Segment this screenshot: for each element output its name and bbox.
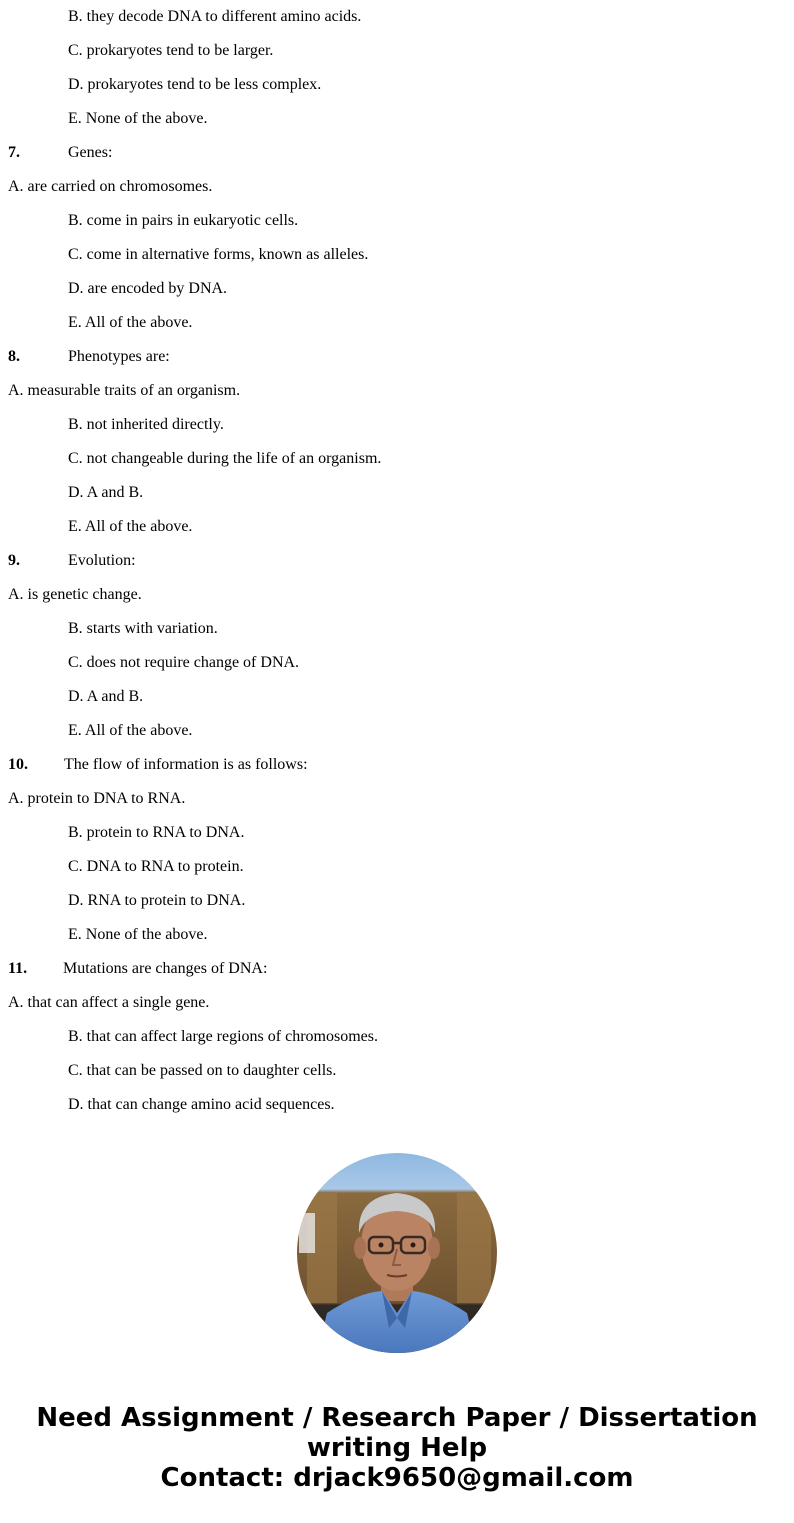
question-text: Genes:: [68, 144, 113, 161]
author-photo: [297, 1153, 497, 1353]
option-line: B. starts with variation.: [68, 620, 218, 637]
option-line: D. prokaryotes tend to be less complex.: [68, 76, 322, 93]
contact-footer: [0, 1403, 794, 1493]
option-line: B. they decode DNA to different amino acids.: [68, 8, 362, 25]
option-line: A. is genetic change.: [8, 586, 142, 603]
option-line: B. not inherited directly.: [68, 416, 224, 433]
question-number: 10.: [8, 756, 28, 773]
question-number: 9.: [8, 552, 20, 569]
option-line: A. that can affect a single gene.: [8, 994, 210, 1011]
question-number: 8.: [8, 348, 20, 365]
contact-email: Contact: drjack9650@gmail.com: [160, 1463, 634, 1493]
option-line: A. protein to DNA to RNA.: [8, 790, 186, 807]
option-line: C. DNA to RNA to protein.: [68, 858, 244, 875]
question-number: 11.: [8, 960, 28, 977]
option-line: E. All of the above.: [68, 314, 193, 331]
option-line: D. are encoded by DNA.: [68, 280, 228, 297]
option-line: E. None of the above.: [68, 926, 208, 943]
question-text: Mutations are changes of DNA:: [63, 960, 268, 977]
option-line: B. come in pairs in eukaryotic cells.: [68, 212, 299, 229]
question-text: Evolution:: [68, 552, 136, 569]
option-line: C. not changeable during the life of an organism.: [68, 450, 382, 467]
option-line: E. All of the above.: [68, 722, 193, 739]
footer-line: writing Help: [306, 1433, 488, 1463]
option-line: E. None of the above.: [68, 110, 208, 127]
question-text: The flow of information is as follows:: [64, 756, 308, 773]
option-line: B. that can affect large regions of chromosomes.: [68, 1028, 378, 1045]
option-line: A. are carried on chromosomes.: [8, 178, 213, 195]
option-line: C. prokaryotes tend to be larger.: [68, 42, 274, 59]
option-line: E. All of the above.: [68, 518, 193, 535]
question-text: Phenotypes are:: [68, 348, 170, 365]
option-line: B. protein to RNA to DNA.: [68, 824, 245, 841]
option-line: D. A and B.: [68, 688, 144, 705]
option-line: C. come in alternative forms, known as alleles.: [68, 246, 369, 263]
option-line: A. measurable traits of an organism.: [8, 382, 241, 399]
question-number: 7.: [8, 144, 20, 161]
footer-line: Need Assignment / Research Paper / Dissertation: [36, 1403, 758, 1433]
option-line: D. RNA to protein to DNA.: [68, 892, 246, 909]
option-line: D. that can change amino acid sequences.: [68, 1096, 335, 1113]
option-line: C. does not require change of DNA.: [68, 654, 300, 671]
option-line: D. A and B.: [68, 484, 144, 501]
option-line: C. that can be passed on to daughter cells.: [68, 1062, 337, 1079]
